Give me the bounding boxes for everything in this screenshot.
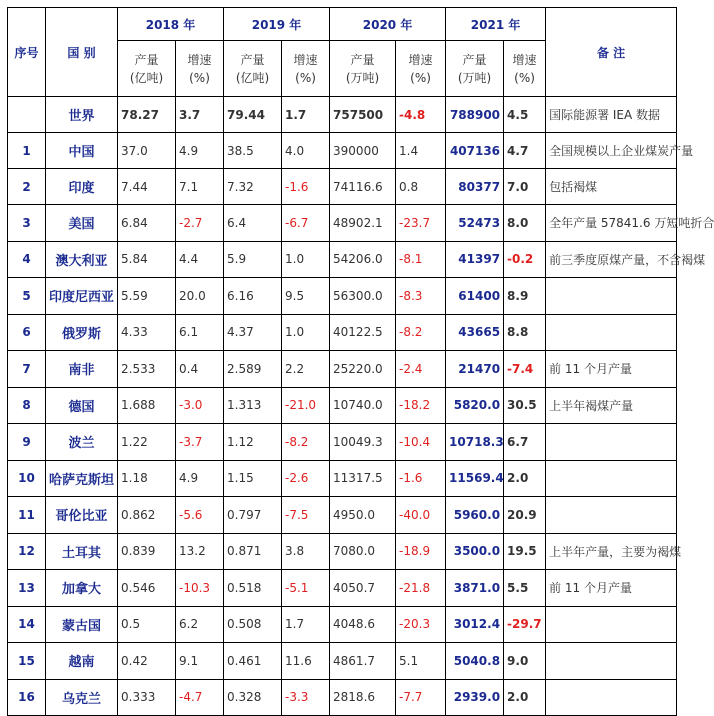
cell-country: 印度尼西亚 (46, 278, 118, 315)
cell-country: 哈萨克斯坦 (46, 460, 118, 497)
table-body (8, 97, 714, 716)
table-row (8, 351, 677, 388)
cell-p18: 78.27 (118, 97, 176, 133)
unit-label: 增速 (293, 52, 318, 67)
cell-p19: 4.37 (224, 314, 282, 351)
cell-country: 德国 (46, 387, 118, 424)
cell-country: 越南 (46, 643, 118, 680)
cell-g18: 4.9 (176, 460, 224, 497)
table-row (8, 133, 677, 169)
cell-note (546, 460, 677, 497)
cell-p18: 0.333 (118, 679, 176, 716)
cell-g20: -23.7 (396, 205, 446, 242)
year-header-2019: 2019 年 (224, 8, 330, 41)
cell-g21: 20.9 (504, 497, 546, 534)
cell-g18: -10.3 (176, 570, 224, 607)
cell-p20: 4050.7 (330, 570, 396, 607)
cell-g20: -18.9 (396, 533, 446, 570)
unit-value: (亿吨) (129, 70, 164, 85)
unit-value: (%) (189, 70, 210, 85)
cell-p21: 80377 (446, 169, 504, 205)
country-header: 国 别 (46, 8, 118, 97)
cell-p19: 1.15 (224, 460, 282, 497)
growth-2020-header (396, 41, 446, 97)
unit-label: 产量 (240, 52, 265, 67)
cell-g21: -7.4 (504, 351, 546, 388)
cell-p19: 38.5 (224, 133, 282, 169)
cell-seq: 12 (8, 533, 46, 570)
unit-value: (%) (410, 70, 431, 85)
table-row (8, 606, 677, 643)
cell-note (546, 424, 677, 461)
cell-seq: 4 (8, 241, 46, 278)
cell-country: 世界 (46, 97, 118, 133)
cell-p18: 0.862 (118, 497, 176, 534)
cell-g19: 1.0 (282, 314, 330, 351)
cell-g20: -21.8 (396, 570, 446, 607)
cell-g21: 19.5 (504, 533, 546, 570)
cell-p19: 0.508 (224, 606, 282, 643)
table-row (8, 424, 677, 461)
cell-p18: 37.0 (118, 133, 176, 169)
cell-g18: 4.4 (176, 241, 224, 278)
cell-g19: 1.7 (282, 606, 330, 643)
cell-g20: -40.0 (396, 497, 446, 534)
cell-g20: -1.6 (396, 460, 446, 497)
cell-p18: 2.533 (118, 351, 176, 388)
cell-p19: 79.44 (224, 97, 282, 133)
unit-label: 增速 (512, 52, 537, 67)
growth-2018-header (176, 41, 224, 97)
cell-seq (8, 97, 46, 133)
cell-p19: 0.461 (224, 643, 282, 680)
cell-g19: 1.0 (282, 241, 330, 278)
cell-g20: 1.4 (396, 133, 446, 169)
cell-note: 前 11 个月产量 (546, 351, 677, 388)
cell-g18: 7.1 (176, 169, 224, 205)
cell-g18: -5.6 (176, 497, 224, 534)
cell-seq: 11 (8, 497, 46, 534)
cell-country: 美国 (46, 205, 118, 242)
cell-p21: 43665 (446, 314, 504, 351)
cell-note (546, 643, 677, 680)
cell-note: 上半年产量，主要为褐煤 (546, 533, 677, 570)
cell-country: 中国 (46, 133, 118, 169)
cell-p21: 61400 (446, 278, 504, 315)
cell-g20: -8.3 (396, 278, 446, 315)
cell-p20: 56300.0 (330, 278, 396, 315)
cell-note: 上半年褐煤产量 (546, 387, 677, 424)
unit-value: (万吨) (345, 70, 380, 85)
cell-p20: 4861.7 (330, 643, 396, 680)
cell-g18: -3.7 (176, 424, 224, 461)
cell-g19: 9.5 (282, 278, 330, 315)
cell-g21: 2.0 (504, 679, 546, 716)
cell-g21: -0.2 (504, 241, 546, 278)
cell-country: 南非 (46, 351, 118, 388)
unit-label: 增速 (408, 52, 433, 67)
cell-note (546, 606, 677, 643)
cell-p18: 0.5 (118, 606, 176, 643)
cell-p18: 1.18 (118, 460, 176, 497)
cell-p21: 5040.8 (446, 643, 504, 680)
cell-g20: -2.4 (396, 351, 446, 388)
cell-g19: -1.6 (282, 169, 330, 205)
cell-g18: 13.2 (176, 533, 224, 570)
cell-p18: 1.688 (118, 387, 176, 424)
year-header-2020: 2020 年 (330, 8, 446, 41)
cell-p18: 5.59 (118, 278, 176, 315)
cell-seq: 16 (8, 679, 46, 716)
cell-p18: 0.546 (118, 570, 176, 607)
unit-label: 产量 (134, 52, 159, 67)
cell-p21: 3500.0 (446, 533, 504, 570)
cell-p21: 788900 (446, 97, 504, 133)
table-row (8, 205, 677, 242)
cell-p19: 7.32 (224, 169, 282, 205)
cell-g20: 5.1 (396, 643, 446, 680)
cell-p19: 2.589 (224, 351, 282, 388)
cell-g19: 11.6 (282, 643, 330, 680)
cell-g19: 1.7 (282, 97, 330, 133)
cell-p18: 0.839 (118, 533, 176, 570)
cell-p20: 54206.0 (330, 241, 396, 278)
cell-seq: 14 (8, 606, 46, 643)
cell-g20: -8.2 (396, 314, 446, 351)
unit-value: (%) (514, 70, 535, 85)
growth-2019-header (282, 41, 330, 97)
cell-p18: 5.84 (118, 241, 176, 278)
cell-p20: 48902.1 (330, 205, 396, 242)
cell-seq: 8 (8, 387, 46, 424)
cell-g18: 20.0 (176, 278, 224, 315)
table-row (8, 643, 677, 680)
cell-p20: 7080.0 (330, 533, 396, 570)
cell-g18: 6.2 (176, 606, 224, 643)
cell-g18: 4.9 (176, 133, 224, 169)
cell-g20: -8.1 (396, 241, 446, 278)
cell-note: 全年产量 57841.6 万短吨折合 (546, 205, 677, 242)
cell-g21: 30.5 (504, 387, 546, 424)
cell-g18: 9.1 (176, 643, 224, 680)
cell-p18: 0.42 (118, 643, 176, 680)
cell-seq: 5 (8, 278, 46, 315)
cell-seq: 15 (8, 643, 46, 680)
cell-note (546, 497, 677, 534)
cell-p21: 21470 (446, 351, 504, 388)
cell-p19: 1.12 (224, 424, 282, 461)
prod-2021-header (446, 41, 504, 97)
cell-p18: 4.33 (118, 314, 176, 351)
cell-p19: 1.313 (224, 387, 282, 424)
cell-country: 土耳其 (46, 533, 118, 570)
cell-seq: 9 (8, 424, 46, 461)
cell-p20: 2818.6 (330, 679, 396, 716)
cell-g21: 7.0 (504, 169, 546, 205)
prod-2019-header (224, 41, 282, 97)
cell-g18: -2.7 (176, 205, 224, 242)
cell-g19: 3.8 (282, 533, 330, 570)
cell-p19: 0.328 (224, 679, 282, 716)
cell-p20: 10740.0 (330, 387, 396, 424)
cell-p19: 6.16 (224, 278, 282, 315)
cell-p21: 2939.0 (446, 679, 504, 716)
cell-country: 乌克兰 (46, 679, 118, 716)
cell-seq: 6 (8, 314, 46, 351)
cell-p20: 390000 (330, 133, 396, 169)
cell-country: 蒙古国 (46, 606, 118, 643)
growth-2021-header (504, 41, 546, 97)
table-row (8, 679, 677, 716)
cell-g21: 4.5 (504, 97, 546, 133)
cell-g18: 6.1 (176, 314, 224, 351)
cell-g21: 8.8 (504, 314, 546, 351)
cell-p20: 10049.3 (330, 424, 396, 461)
cell-p18: 6.84 (118, 205, 176, 242)
cell-seq: 13 (8, 570, 46, 607)
cell-note: 国际能源署 IEA 数据 (546, 97, 677, 133)
cell-p21: 11569.4 (446, 460, 504, 497)
table-row (8, 570, 677, 607)
cell-p21: 10718.3 (446, 424, 504, 461)
unit-label: 产量 (462, 52, 487, 67)
cell-seq: 2 (8, 169, 46, 205)
cell-note (546, 314, 677, 351)
cell-p20: 25220.0 (330, 351, 396, 388)
cell-g19: 2.2 (282, 351, 330, 388)
table-row (8, 387, 677, 424)
cell-g20: -4.8 (396, 97, 446, 133)
cell-p21: 3871.0 (446, 570, 504, 607)
table-row (8, 314, 677, 351)
cell-g19: -6.7 (282, 205, 330, 242)
cell-seq: 7 (8, 351, 46, 388)
cell-p21: 407136 (446, 133, 504, 169)
cell-g21: 2.0 (504, 460, 546, 497)
cell-g21: 9.0 (504, 643, 546, 680)
cell-g21: 5.5 (504, 570, 546, 607)
year-header-2021: 2021 年 (446, 8, 546, 41)
cell-g20: -10.4 (396, 424, 446, 461)
cell-country: 波兰 (46, 424, 118, 461)
cell-country: 印度 (46, 169, 118, 205)
table-row (8, 460, 677, 497)
cell-seq: 1 (8, 133, 46, 169)
cell-p19: 0.871 (224, 533, 282, 570)
table-row (8, 278, 677, 315)
cell-p20: 40122.5 (330, 314, 396, 351)
cell-g19: 4.0 (282, 133, 330, 169)
cell-g18: -3.0 (176, 387, 224, 424)
cell-p21: 3012.4 (446, 606, 504, 643)
cell-g21: 4.7 (504, 133, 546, 169)
prod-2020-header (330, 41, 396, 97)
prod-2018-header (118, 41, 176, 97)
cell-p20: 74116.6 (330, 169, 396, 205)
cell-g20: -7.7 (396, 679, 446, 716)
cell-p20: 11317.5 (330, 460, 396, 497)
table-row (8, 169, 677, 205)
cell-seq: 10 (8, 460, 46, 497)
unit-value: (亿吨) (235, 70, 270, 85)
cell-p21: 52473 (446, 205, 504, 242)
cell-note: 全国规模以上企业煤炭产量 (546, 133, 677, 169)
cell-g19: -21.0 (282, 387, 330, 424)
cell-g19: -7.5 (282, 497, 330, 534)
cell-note: 包括褐煤 (546, 169, 677, 205)
year-header-2018: 2018 年 (118, 8, 224, 41)
cell-p20: 757500 (330, 97, 396, 133)
cell-p20: 4950.0 (330, 497, 396, 534)
cell-g18: -4.7 (176, 679, 224, 716)
header-row-years (8, 8, 677, 41)
cell-country: 加拿大 (46, 570, 118, 607)
cell-note: 前 11 个月产量 (546, 570, 677, 607)
cell-g20: -20.3 (396, 606, 446, 643)
cell-p21: 41397 (446, 241, 504, 278)
cell-p18: 1.22 (118, 424, 176, 461)
cell-g20: -18.2 (396, 387, 446, 424)
table-row (8, 241, 677, 278)
unit-label: 增速 (187, 52, 212, 67)
cell-p18: 7.44 (118, 169, 176, 205)
cell-note: 前三季度原煤产量，不含褐煤 (546, 241, 677, 278)
cell-g21: 6.7 (504, 424, 546, 461)
cell-g19: -8.2 (282, 424, 330, 461)
coal-production-table (7, 7, 714, 716)
cell-note (546, 679, 677, 716)
cell-seq: 3 (8, 205, 46, 242)
cell-g19: -3.3 (282, 679, 330, 716)
cell-p19: 6.4 (224, 205, 282, 242)
note-header: 备 注 (546, 8, 677, 97)
cell-p21: 5960.0 (446, 497, 504, 534)
cell-p19: 5.9 (224, 241, 282, 278)
cell-country: 俄罗斯 (46, 314, 118, 351)
unit-value: (%) (295, 70, 316, 85)
cell-p19: 0.518 (224, 570, 282, 607)
cell-p19: 0.797 (224, 497, 282, 534)
table-row (8, 533, 677, 570)
table-row (8, 97, 677, 133)
cell-g21: 8.0 (504, 205, 546, 242)
cell-note (546, 278, 677, 315)
cell-p20: 4048.6 (330, 606, 396, 643)
cell-g20: 0.8 (396, 169, 446, 205)
cell-p21: 5820.0 (446, 387, 504, 424)
cell-g21: 8.9 (504, 278, 546, 315)
cell-g21: -29.7 (504, 606, 546, 643)
seq-header: 序号 (8, 8, 46, 97)
cell-g19: -2.6 (282, 460, 330, 497)
cell-country: 澳大利亚 (46, 241, 118, 278)
table-row (8, 497, 677, 534)
unit-label: 产量 (350, 52, 375, 67)
cell-country: 哥伦比亚 (46, 497, 118, 534)
cell-g18: 0.4 (176, 351, 224, 388)
cell-g19: -5.1 (282, 570, 330, 607)
unit-value: (万吨) (457, 70, 492, 85)
cell-g18: 3.7 (176, 97, 224, 133)
